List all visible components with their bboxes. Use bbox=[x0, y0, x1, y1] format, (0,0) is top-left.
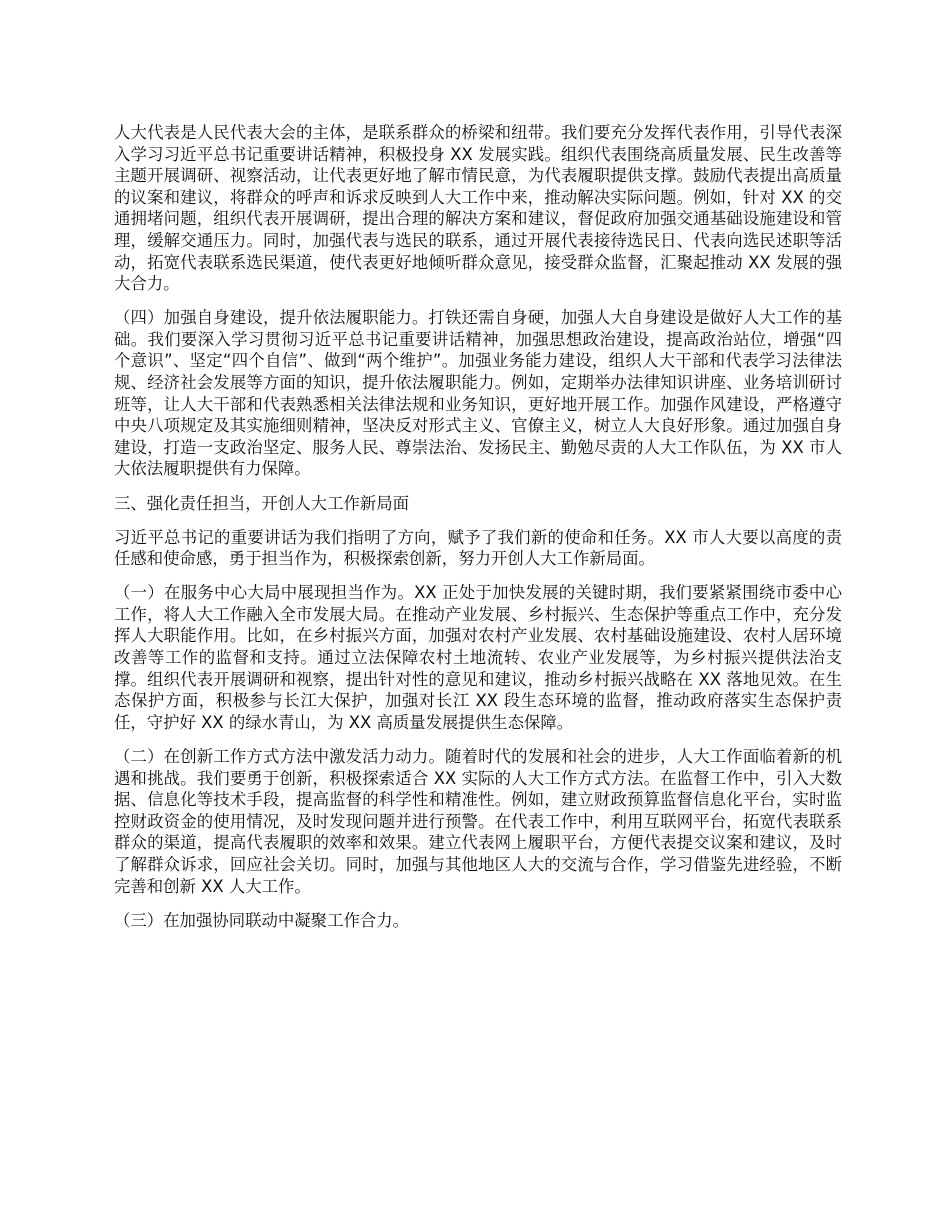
paragraph-coordination: （三）在加强协同联动中凝聚工作合力。 bbox=[114, 910, 410, 930]
paragraph-section-intro: 习近平总书记的重要讲话为我们指明了方向，赋予了我们新的使命和任务。XX 市人大要以高度的责任感和使命感，勇于担当作为，积极探索创新，努力开创人大工作新局面。 bbox=[114, 527, 842, 569]
paragraph-self-building: （四）加强自身建设，提升依法履职能力。打铁还需自身硬，加强人大自身建设是做好人大工作的基础。我们要深入学习贯彻习近平总书记重要讲话精神，加强思想政治建设，提高政治站位，增强“四个意识”、坚定“四个自信”、做到“两个维护”。加强业务能力建设，组织人大干部和代表学习法律法规、经济社会发展等方面的知识，提升依法履职能力。例如，定期举办法律知识讲座、业务培训研讨班等，让人大干部和代表熟悉相关法律法规和业务知识，更好地开展工作。加强作风建设，严格遵守中央八项规定及其实施细则精神，坚决反对形式主义、官僚主义，树立人大良好形象。通过加强自身建设，打造一支政治坚定、服务人民、尊崇法治、发扬民主、勤勉尽责的人大工作队伍，为 XX 市人大依法履职提供有力保障。 bbox=[114, 308, 842, 479]
paragraph-innovation: （二）在创新工作方式方法中激发活力动力。随着时代的发展和社会的进步，人大工作面临着新的机遇和挑战。我们要勇于创新，积极探索适合 XX 实际的人大工作方式方法。在监督工作中，引入大数据、信息化等技术手段，提高监督的科学性和精准性。例如，建立财政预算监督信息化平台，实时监控财政资金的使用情况，及时发现问题并进行预警。在代表工作中，利用互联网平台，拓宽代表联系群众的渠道，提高代表履职的效率和效果。建立代表网上履职平台，方便代表提交议案和建议，及时了解群众诉求，回应社会关切。同时，加强与其他地区人大的交流与合作，学习借鉴先进经验，不断完善和创新 XX 人大工作。 bbox=[114, 746, 842, 896]
section-heading-three: 三、强化责任担当，开创人大工作新局面 bbox=[114, 493, 410, 513]
paragraph-representatives-role: 人大代表是人民代表大会的主体，是联系群众的桥梁和纽带。我们要充分发挥代表作用，引导代表深入学习习近平总书记重要讲话精神，积极投身 XX 发展实践。组织代表围绕高质量发展、民生改善等主题开展调研、视察活动，让代表更好地了解市情民意，为代表履职提供支撑。鼓励代表提出高质量的议案和建议，将群众的呼声和诉求反映到人大工作中来，推动解决实际问题。例如，针对 XX 的交通拥堵问题，组织代表开展调研，提出合理的解决方案和建议，督促政府加强交通基础设施建设和管理，缓解交通压力。同时，加强代表与选民的联系，通过开展代表接待选民日、代表向选民述职等活动，拓宽代表联系选民渠道，使代表更好地倾听群众意见，接受群众监督，汇聚起推动 XX 发展的强大合力。 bbox=[114, 123, 842, 294]
document-body bbox=[114, 122, 842, 944]
paragraph-serve-overall: （一）在服务中心大局中展现担当作为。XX 正处于加快发展的关键时期，我们要紧紧围绕市委中心工作，将人大工作融入全市发展大局。在推动产业发展、乡村振兴、生态保护等重点工作中，充分发挥人大职能作用。比如，在乡村振兴方面，加强对农村产业发展、农村基础设施建设、农村人居环境改善等工作的监督和支持。通过立法保障农村土地流转、农业产业发展等，为乡村振兴提供法治支撑。组织代表开展调研和视察，提出针对性的意见和建议，推动乡村振兴战略在 XX 落地见效。在生态保护方面，积极参与长江大保护，加强对长江 XX 段生态环境的监督，推动政府落实生态保护责任，守护好 XX 的绿水青山，为 XX 高质量发展提供生态保障。 bbox=[114, 583, 842, 732]
